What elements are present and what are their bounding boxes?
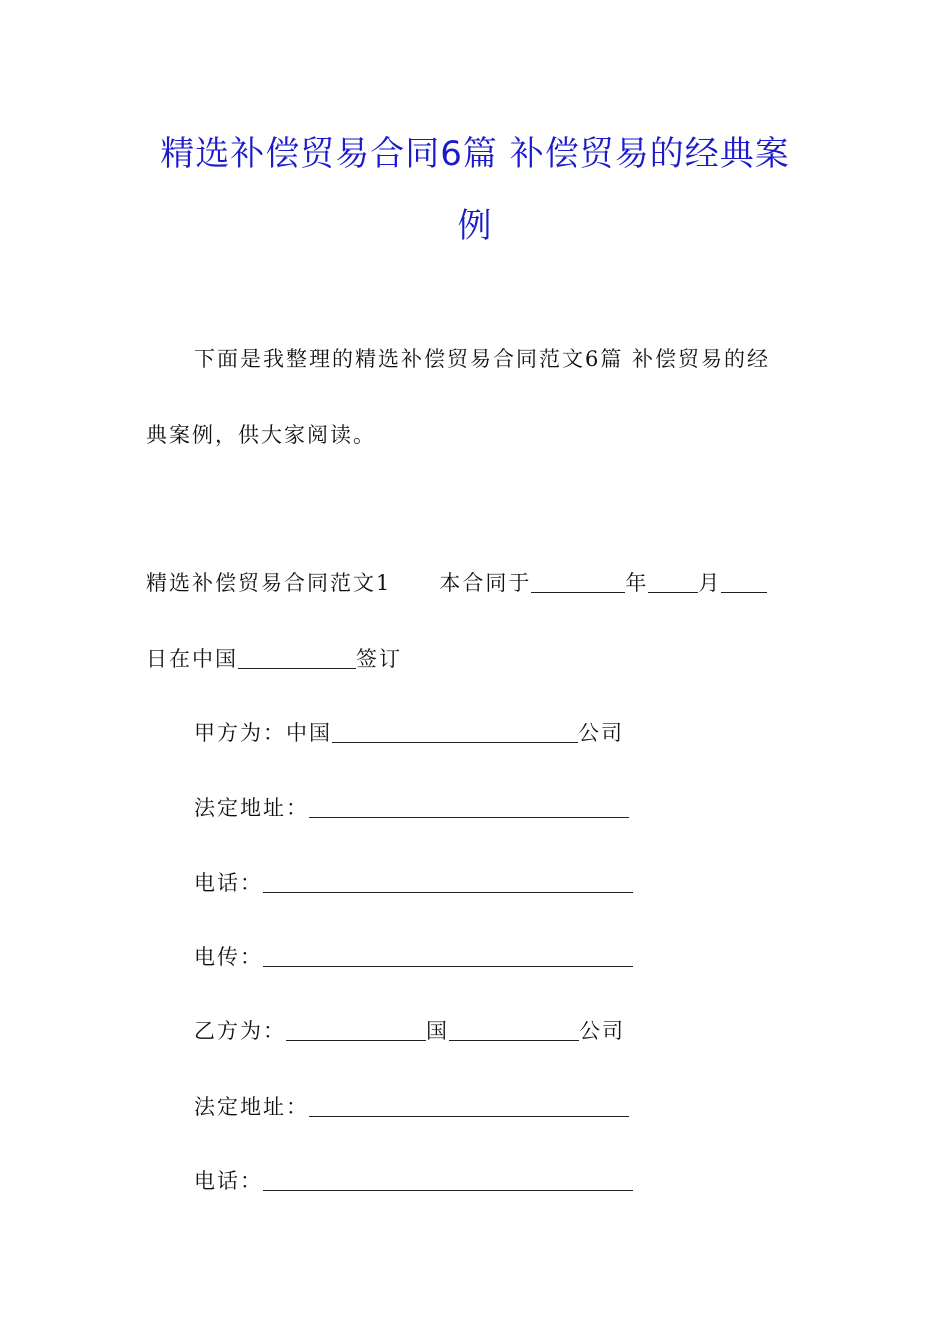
party-a-line <box>194 718 624 748</box>
party-a-phone-blank <box>263 870 633 893</box>
party-a-fax-line <box>194 942 633 972</box>
party-b-line <box>194 1016 625 1046</box>
document-title-line-2: 例 <box>457 206 493 246</box>
party-a-address-blank <box>309 795 629 818</box>
month-label: 月 <box>698 571 722 595</box>
party-a-fax-blank <box>263 944 633 967</box>
party-b-address-label: 法定地址： <box>194 1095 309 1119</box>
contract-date-line <box>146 568 767 598</box>
contract-heading: 精选补偿贸易合同范文1 <box>146 571 392 595</box>
party-a-address-label: 法定地址： <box>194 796 309 820</box>
month-blank <box>648 570 698 593</box>
day-place-label: 日在中国 <box>146 647 238 671</box>
party-a-address-line <box>194 793 629 823</box>
intro-line-2: 典案例，供大家阅读。 <box>146 423 376 447</box>
party-b-address-line <box>194 1092 629 1122</box>
party-a-phone-label: 电话： <box>194 871 263 895</box>
contract-place-line <box>146 644 402 674</box>
party-b-country-blank <box>286 1018 426 1041</box>
party-a-name-blank <box>332 720 578 743</box>
party-b-phone-label: 电话： <box>194 1169 263 1193</box>
signed-label: 签订 <box>356 647 402 671</box>
party-a-label: 甲方为：中国 <box>194 721 332 745</box>
place-blank <box>238 646 356 669</box>
party-b-suffix: 公司 <box>579 1019 625 1043</box>
party-b-address-blank <box>309 1094 629 1117</box>
party-b-country-label: 国 <box>426 1019 449 1043</box>
party-b-phone-line <box>194 1166 633 1196</box>
party-b-label: 乙方为： <box>194 1019 286 1043</box>
date-prefix: 本合同于 <box>439 571 532 595</box>
party-a-fax-label: 电传： <box>194 945 263 969</box>
year-blank <box>531 570 625 593</box>
document-title-line-1: 精选补偿贸易合同6篇 补偿贸易的经典案 <box>160 134 790 174</box>
party-a-suffix: 公司 <box>578 721 624 745</box>
day-blank <box>721 570 767 593</box>
year-label: 年 <box>625 571 649 595</box>
party-a-phone-line <box>194 868 633 898</box>
party-b-phone-blank <box>263 1168 633 1191</box>
intro-line-1: 下面是我整理的精选补偿贸易合同范文6篇 补偿贸易的经 <box>194 347 771 371</box>
party-b-name-blank <box>449 1018 579 1041</box>
